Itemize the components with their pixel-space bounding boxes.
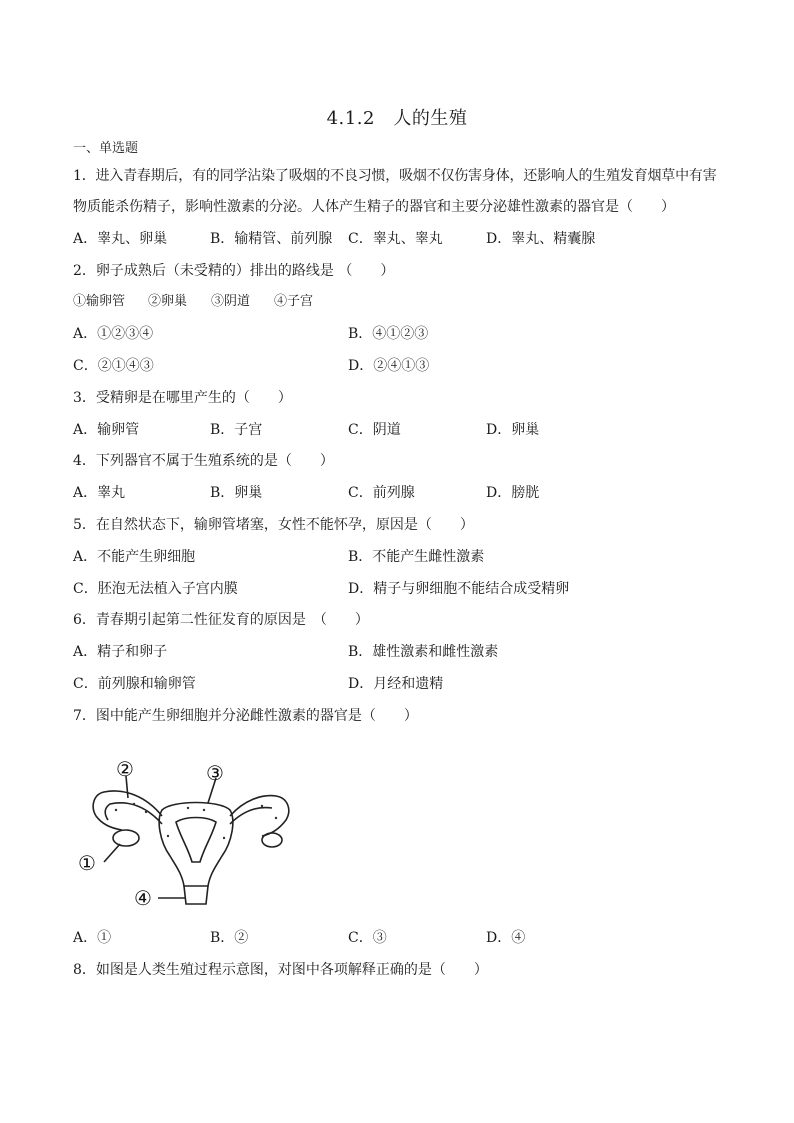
- question-7-option-b[interactable]: B．②: [210, 930, 249, 946]
- question-5-stem: 5．在自然状态下，输卵管堵塞，女性不能怀孕，原因是（ ）: [73, 517, 474, 533]
- question-2-option-c[interactable]: C．②①④③: [73, 358, 154, 374]
- question-2-option-d[interactable]: D．②④①③: [348, 358, 430, 374]
- figure-label-4: ④: [134, 886, 152, 908]
- question-1-option-c[interactable]: C．睾丸、睾丸: [348, 231, 443, 247]
- figure-label-1: ①: [78, 851, 96, 875]
- question-1-stem-line-2: 物质能杀伤精子，影响性激素的分泌。人体产生精子的器官和主要分泌雄性激素的器官是（ ）: [73, 199, 675, 215]
- question-7-option-a[interactable]: A．①: [73, 930, 112, 946]
- question-4-option-b[interactable]: B．卵巢: [210, 485, 263, 501]
- question-3-option-c[interactable]: C．阴道: [348, 422, 401, 438]
- question-8-stem: 8．如图是人类生殖过程示意图，对图中各项解释正确的是（ ）: [73, 962, 488, 978]
- page-title: 4.1.2 人的生殖: [326, 108, 468, 129]
- left-ovary: [113, 830, 139, 846]
- question-6-stem: 6．青春期引起第二性征发育的原因是 （ ）: [73, 612, 369, 628]
- question-4-option-a[interactable]: A．睾丸: [73, 485, 126, 501]
- question-3-option-a[interactable]: A．输卵管: [73, 422, 140, 438]
- vagina: [184, 886, 208, 904]
- question-7-option-c[interactable]: C．③: [348, 930, 387, 946]
- question-5-option-b[interactable]: B．不能产生雌性激素: [348, 549, 485, 565]
- question-3-option-b[interactable]: B．子宫: [210, 422, 263, 438]
- female-reproductive-system-figure: [76, 758, 306, 908]
- question-5-option-d[interactable]: D．精子与卵细胞不能结合成受精卵: [348, 581, 570, 597]
- question-2-option-a[interactable]: A．①②③④: [73, 326, 154, 342]
- question-2-item-4: ④子宫: [274, 294, 314, 309]
- section-heading: 一、单选题: [73, 141, 139, 156]
- question-4-option-c[interactable]: C．前列腺: [348, 485, 415, 501]
- question-1-option-d[interactable]: D．睾丸、精囊腺: [486, 231, 596, 247]
- question-5-option-a[interactable]: A．不能产生卵细胞: [73, 549, 196, 565]
- uterus: [159, 803, 233, 887]
- question-4-option-d[interactable]: D．膀胱: [486, 485, 540, 501]
- question-3-option-d[interactable]: D．卵巢: [486, 422, 540, 438]
- question-7-stem: 7．图中能产生卵细胞并分泌雌性激素的器官是（ ）: [73, 708, 418, 724]
- figure-label-2: ②: [116, 758, 134, 781]
- question-1-option-a[interactable]: A．睾丸、卵巢: [73, 231, 168, 247]
- question-6-option-a[interactable]: A．精子和卵子: [73, 644, 168, 660]
- question-1-stem-line-1: 1．进入青春期后，有的同学沾染了吸烟的不良习惯，吸烟不仅伤害身体，还影响人的生殖发育烟草中有害: [73, 168, 717, 184]
- question-6-option-b[interactable]: B．雄性激素和雌性激素: [348, 644, 499, 660]
- question-2-item-1: ①输卵管: [73, 294, 126, 309]
- figure-label-3: ③: [206, 761, 224, 785]
- question-2-item-3: ③阴道: [211, 294, 251, 309]
- question-2-stem: 2．卵子成熟后（未受精的）排出的路线是 （ ）: [73, 263, 395, 279]
- question-7-option-d[interactable]: D．④: [486, 930, 526, 946]
- question-6-option-c[interactable]: C．前列腺和输卵管: [73, 676, 196, 692]
- question-3-stem: 3．受精卵是在哪里产生的（ ）: [73, 390, 292, 406]
- question-4-stem: 4．下列器官不属于生殖系统的是（ ）: [73, 453, 334, 469]
- question-6-option-d[interactable]: D．月经和遗精: [348, 676, 444, 692]
- question-5-option-c[interactable]: C．胚泡无法植入子宫内膜: [73, 581, 238, 597]
- right-ovary: [262, 833, 282, 847]
- question-2-option-b[interactable]: B．④①②③: [348, 326, 429, 342]
- question-2-item-2: ②卵巢: [148, 294, 188, 309]
- question-1-option-b[interactable]: B．输精管、前列腺: [210, 231, 333, 247]
